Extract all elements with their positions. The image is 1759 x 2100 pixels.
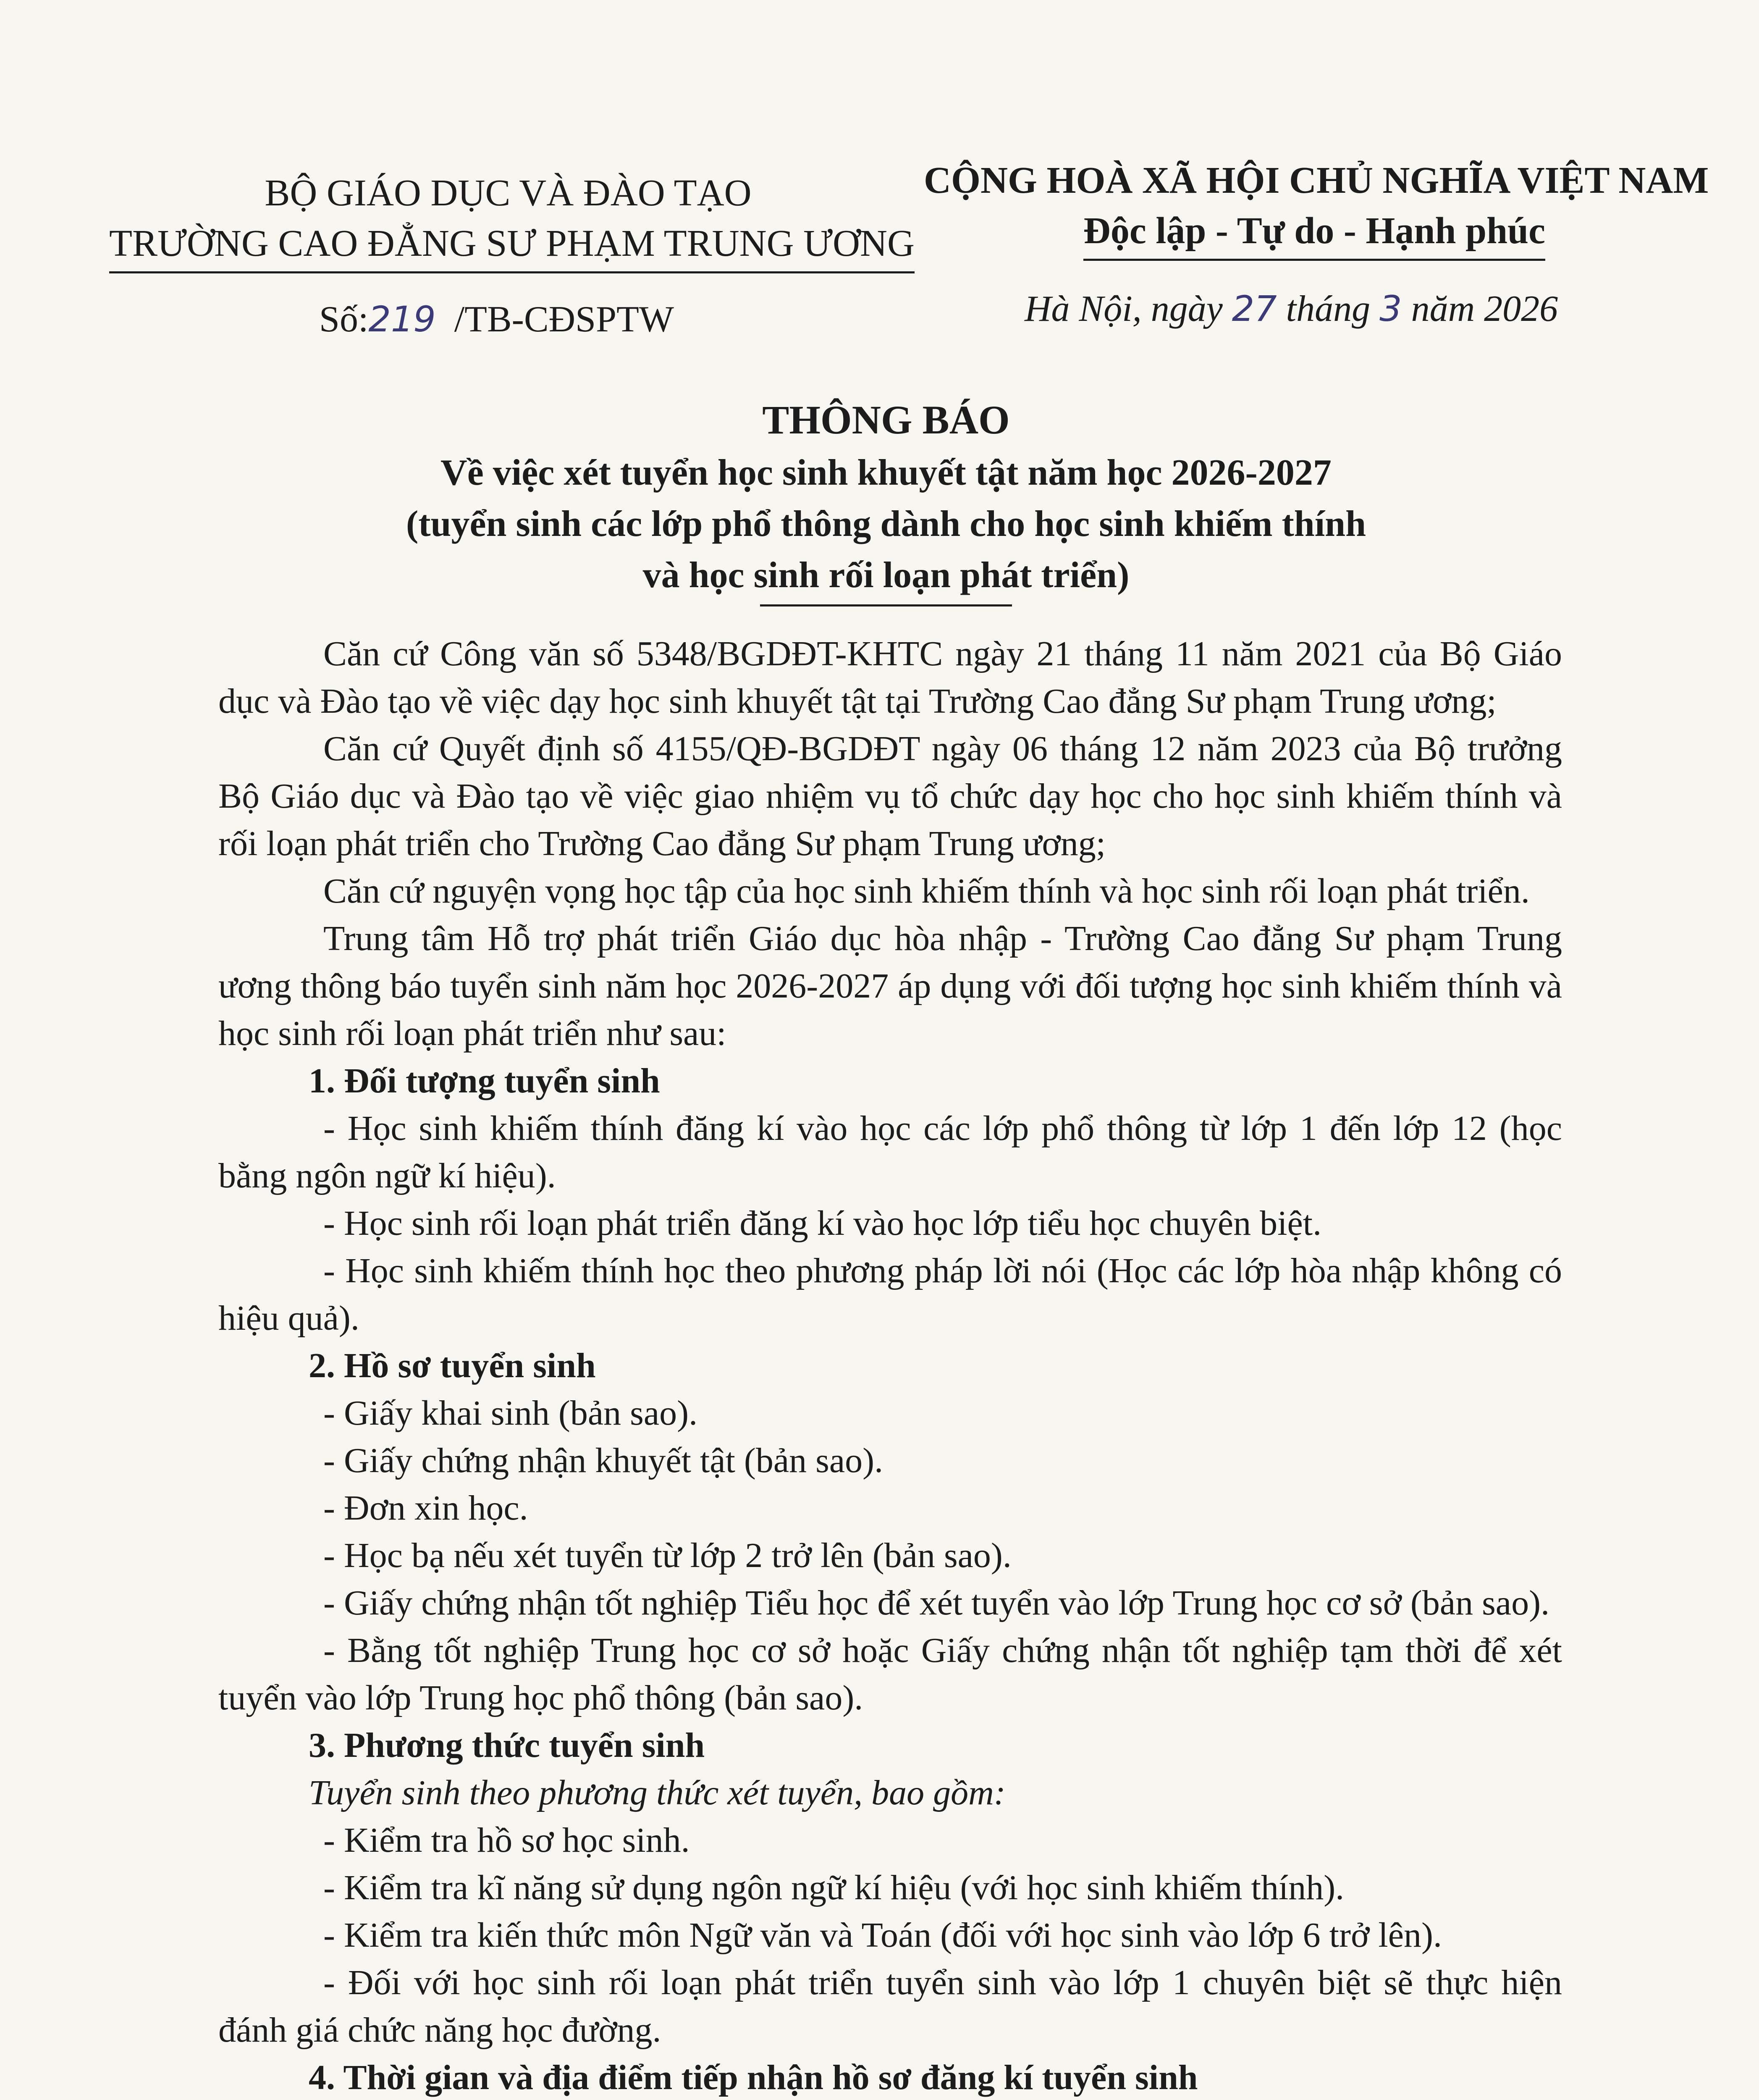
- preamble-paragraph: Căn cứ nguyện vọng học tập của học sinh khiếm thính và học sinh rối loạn phát triển.: [323, 872, 1530, 911]
- list-item: - Kiểm tra kĩ năng sử dụng ngôn ngữ kí hiệu (với học sinh khiếm thính).: [323, 1868, 1345, 1907]
- preamble-paragraph: Căn cứ Công văn số 5348/BGDĐT-KHTC ngày 21 tháng 11 năm 2021 của Bộ Giáo dục và Đào tạo về việc dạy học sinh khuyết tật tại Trường Cao đẳng Sư phạm Trung ương;: [218, 634, 1562, 721]
- handwritten-day: 27: [1232, 288, 1277, 329]
- section-heading-2: 2. Hồ sơ tuyển sinh: [309, 1346, 596, 1385]
- section-heading-4: 4. Thời gian và địa điểm tiếp nhận hồ sơ đăng kí tuyển sinh: [309, 2058, 1198, 2097]
- list-item: - Kiểm tra kiến thức môn Ngữ văn và Toán (đối với học sinh vào lớp 6 trở lên).: [323, 1916, 1442, 1955]
- document-body: [218, 630, 1562, 2100]
- issue-date: Hà Nội, ngày 27 tháng 3 năm 2026: [1025, 288, 1558, 329]
- list-item: - Học sinh rối loạn phát triển đăng kí vào học lớp tiểu học chuyên biệt.: [323, 1204, 1322, 1243]
- list-item: - Giấy khai sinh (bản sao).: [323, 1394, 698, 1433]
- section-heading-3: 3. Phương thức tuyển sinh: [309, 1726, 705, 1765]
- preamble-paragraph: Căn cứ Quyết định số 4155/QĐ-BGDĐT ngày 06 tháng 12 năm 2023 của Bộ trưởng Bộ Giáo dục và Đào tạo về việc giao nhiệm vụ tổ chức dạy học cho học sinh khiếm thính và rối loạn phát triển cho Trường Cao đẳng Sư phạm Trung ương;: [218, 729, 1562, 863]
- list-item: - Giấy chứng nhận tốt nghiệp Tiểu học để xét tuyển vào lớp Trung học cơ sở (bản sao).: [323, 1583, 1550, 1622]
- list-item: - Học sinh khiếm thính đăng kí vào học các lớp phổ thông từ lớp 1 đến lớp 12 (học bằng ngôn ngữ kí hiệu).: [218, 1109, 1562, 1195]
- subtitle-line-2: (tuyển sinh các lớp phổ thông dành cho học sinh khiếm thính: [406, 504, 1366, 544]
- section-heading-1: 1. Đối tượng tuyển sinh: [309, 1061, 660, 1100]
- list-item: - Giấy chứng nhận khuyết tật (bản sao).: [323, 1441, 883, 1480]
- list-item: - Đối với học sinh rối loạn phát triển tuyển sinh vào lớp 1 chuyên biệt sẽ thực hiện đánh giá chức năng học đường.: [218, 1963, 1562, 2050]
- school-name: TRƯỜNG CAO ĐẲNG SƯ PHẠM TRUNG ƯƠNG: [109, 218, 915, 273]
- ministry-name: BỘ GIÁO DỤC VÀ ĐÀO TẠO: [265, 172, 752, 214]
- list-item: - Học bạ nếu xét tuyển từ lớp 2 trở lên (bản sao).: [323, 1536, 1012, 1575]
- national-motto: Độc lập - Tự do - Hạnh phúc: [1083, 206, 1545, 261]
- title-divider: [760, 604, 1012, 606]
- preamble-paragraph: Trung tâm Hỗ trợ phát triển Giáo dục hòa nhập - Trường Cao đẳng Sư phạm Trung ương thông báo tuyển sinh năm học 2026-2027 áp dụng với đối tượng học sinh khiếm thính và học sinh rối loạn phát triển như sau:: [218, 919, 1562, 1053]
- subtitle-line-1: Về việc xét tuyển học sinh khuyết tật năm học 2026-2027: [440, 452, 1332, 493]
- list-item: - Học sinh khiếm thính học theo phương pháp lời nói (Học các lớp hòa nhập không có hiệu quả).: [218, 1251, 1562, 1338]
- handwritten-number: 219: [368, 299, 436, 340]
- list-item: - Kiểm tra hồ sơ học sinh.: [323, 1821, 690, 1860]
- national-header: [924, 155, 1709, 261]
- country-name: CỘNG HOÀ XÃ HỘI CHỦ NGHĨA VIỆT NAM: [924, 160, 1709, 201]
- document-title: THÔNG BÁO: [762, 397, 1010, 442]
- list-item: - Đơn xin học.: [323, 1488, 528, 1528]
- issuer-header: [109, 168, 915, 273]
- subtitle-line-3: và học sinh rối loạn phát triển): [642, 555, 1130, 596]
- document-number: Số:219 /TB-CĐSPTW: [319, 299, 674, 340]
- title-block: [126, 393, 1646, 606]
- list-item: - Bằng tốt nghiệp Trung học cơ sở hoặc Giấy chứng nhận tốt nghiệp tạm thời để xét tuyển vào lớp Trung học phổ thông (bản sao).: [218, 1631, 1562, 1717]
- handwritten-month: 3: [1379, 288, 1402, 329]
- section-intro: Tuyển sinh theo phương thức xét tuyển, bao gồm:: [309, 1773, 1006, 1812]
